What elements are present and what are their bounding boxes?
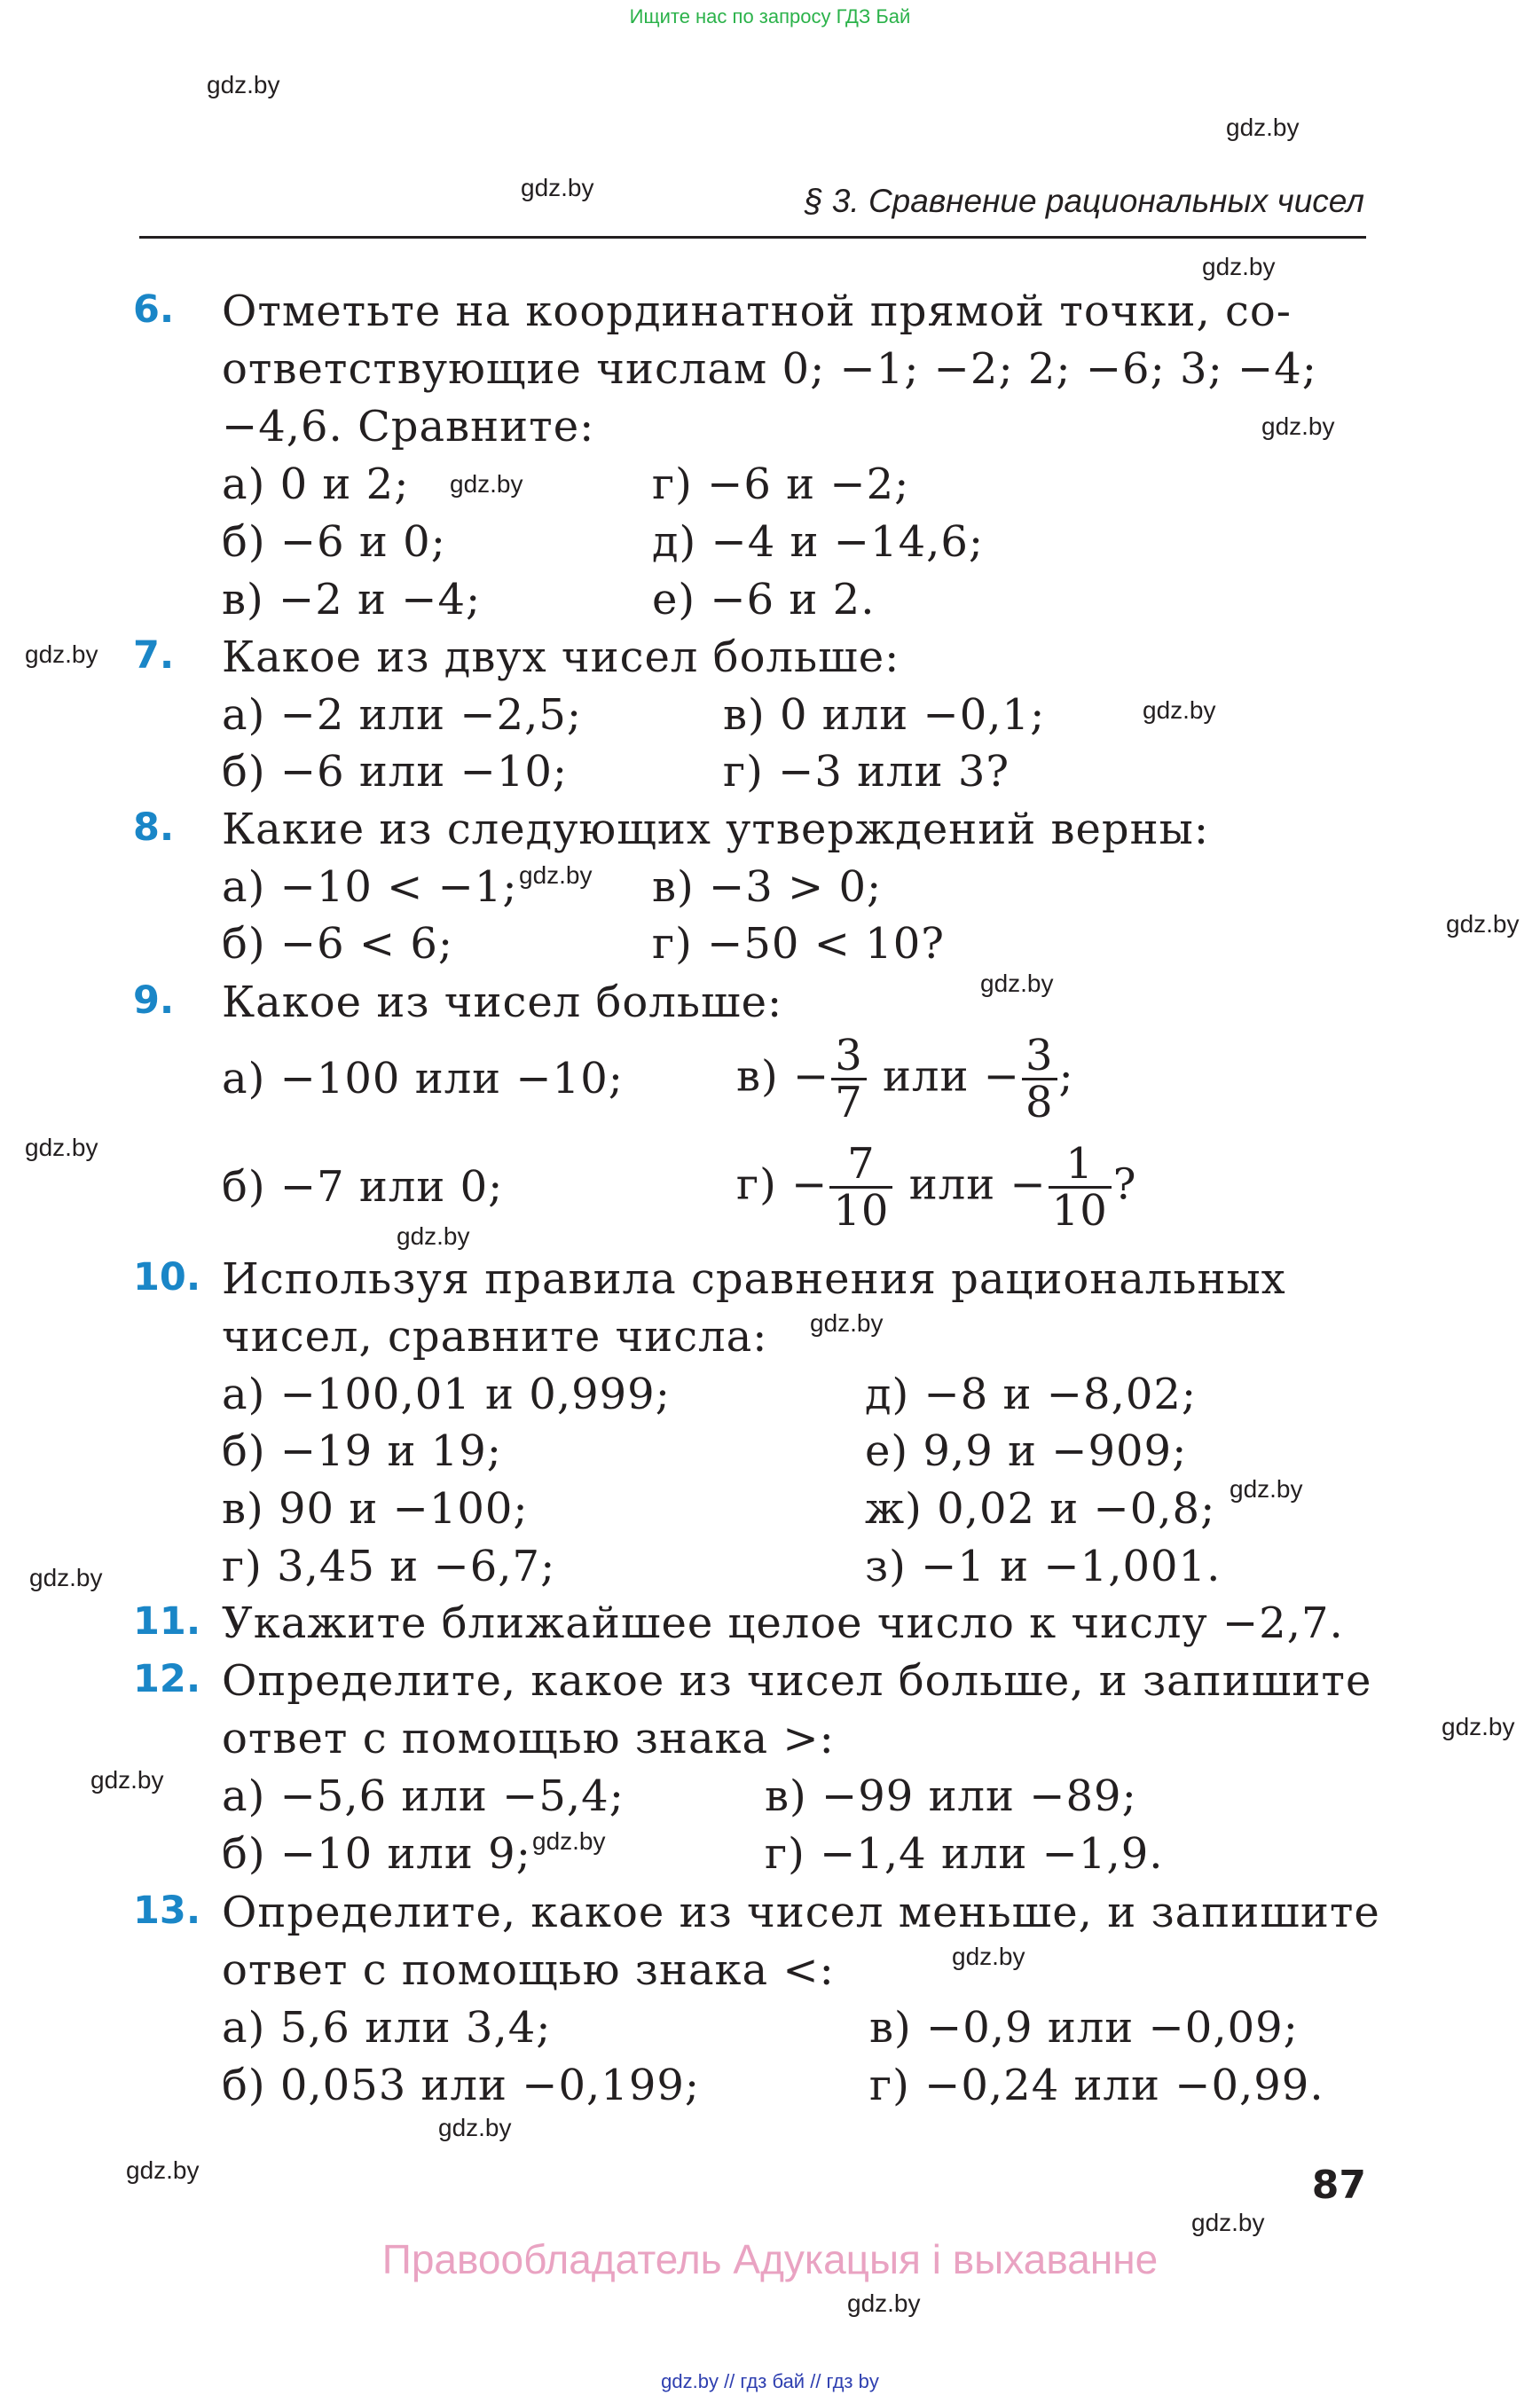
watermark: gdz.by	[1442, 1713, 1515, 1740]
watermark: gdz.by	[29, 1564, 103, 1591]
denominator: 10	[833, 1186, 890, 1237]
denominator: 7	[835, 1078, 863, 1128]
exercise-13-number: 13.	[133, 1889, 201, 1933]
exercise-7-item-g: г) −3 или 3?	[723, 747, 1010, 797]
watermark: gdz.by	[521, 174, 594, 201]
exercise-9-number: 9.	[133, 978, 175, 1023]
exercise-8-item-g: г) −50 < 10?	[652, 919, 945, 969]
exercise-9-item-a: а) −100 или −10;	[222, 1054, 624, 1103]
exercise-13-item-v: в) −0,9 или −0,09;	[869, 2003, 1299, 2053]
exercise-7-item-b: б) −6 или −10;	[222, 747, 569, 797]
top-banner: Ищите нас по запросу ГДЗ Бай	[629, 5, 911, 27]
watermark: gdz.by	[1191, 2209, 1265, 2236]
exercise-10-item-g: г) 3,45 и −6,7;	[222, 1542, 556, 1591]
watermark: gdz.by	[1226, 114, 1300, 141]
exercise-9-v-mid: или −	[883, 1051, 1020, 1102]
fraction-1-10	[1049, 1139, 1112, 1237]
exercise-9-item-v	[736, 1033, 1074, 1126]
exercise-7-item-v: в) 0 или −0,1;	[723, 690, 1046, 740]
watermark: gdz.by	[1230, 1475, 1303, 1503]
exercise-13-text-line-2: ответ с помощью знака <:	[222, 1945, 835, 1995]
exercise-7-number: 7.	[133, 633, 175, 678]
exercise-6-text-line-2: ответствующие числам 0; −1; −2; 2; −6; 3; −4;	[222, 344, 1317, 394]
watermark: gdz.by	[532, 1827, 606, 1855]
exercise-6-text-line-1: Отметьте на координатной прямой точки, со-	[222, 287, 1292, 336]
watermark: gdz.by	[1261, 412, 1335, 440]
numerator: 3	[1022, 1033, 1057, 1080]
watermark: gdz.by	[25, 640, 98, 668]
copyright-notice: Правообладатель Адукацыя і выхаванне	[381, 2236, 1159, 2282]
exercise-6-item-d: д) −4 и −14,6;	[652, 517, 985, 567]
exercise-12-item-b: б) −10 или 9;	[222, 1829, 531, 1879]
exercise-13-text-line-1: Определите, какое из чисел меньше, и запишите	[222, 1888, 1380, 1937]
exercise-13-item-a: а) 5,6 или 3,4;	[222, 2003, 552, 2053]
exercise-6-item-v: в) −2 и −4;	[222, 575, 482, 624]
exercise-6-item-g: г) −6 и −2;	[652, 459, 910, 509]
watermark: gdz.by	[1202, 253, 1276, 280]
exercise-10-item-e: е) 9,9 и −909;	[865, 1426, 1188, 1476]
exercise-12-text-line-1: Определите, какое из чисел больше, и запишите	[222, 1656, 1372, 1706]
exercise-9-g-end: ?	[1112, 1159, 1137, 1210]
exercise-11-number: 11.	[133, 1599, 201, 1644]
exercise-13-item-g: г) −0,24 или −0,99.	[869, 2061, 1324, 2110]
exercise-12-item-v: в) −99 или −89;	[765, 1771, 1137, 1821]
watermark: gdz.by	[847, 2289, 921, 2317]
exercise-10-text-line-1: Используя правила сравнения рациональных	[222, 1254, 1286, 1304]
exercise-11-text: Укажите ближайшее целое число к числу −2,7.	[222, 1598, 1344, 1648]
exercise-6-number: 6.	[133, 287, 175, 332]
footer-links: gdz.by // гдз бай // гдз by	[661, 2370, 879, 2392]
watermark: gdz.by	[126, 2156, 200, 2184]
fraction-3-8	[1022, 1033, 1057, 1126]
page-number: 87	[1311, 2163, 1366, 2208]
numerator: 1	[1049, 1142, 1112, 1189]
watermark: gdz.by	[397, 1222, 470, 1250]
numerator: 7	[829, 1142, 892, 1189]
exercise-8-number: 8.	[133, 805, 175, 850]
watermark: gdz.by	[810, 1309, 884, 1337]
exercise-10-item-a: а) −100,01 и 0,999;	[222, 1370, 671, 1419]
exercise-6-item-b: б) −6 и 0;	[222, 517, 446, 567]
exercise-10-item-zh: ж) 0,02 и −0,8;	[865, 1484, 1216, 1534]
numerator: 3	[831, 1033, 867, 1080]
section-title: § 3. Сравнение рациональных чисел	[804, 183, 1364, 219]
exercise-9-v-prefix: в) −	[736, 1051, 830, 1102]
exercise-10-number: 10.	[133, 1255, 201, 1300]
exercise-9-g-prefix: г) −	[736, 1159, 829, 1210]
exercise-10-item-d: д) −8 и −8,02;	[865, 1370, 1198, 1419]
watermark: gdz.by	[438, 2114, 512, 2141]
watermark: gdz.by	[952, 1943, 1025, 1970]
watermark: gdz.by	[450, 470, 523, 498]
exercise-12-number: 12.	[133, 1657, 201, 1701]
exercise-13-item-b: б) 0,053 или −0,199;	[222, 2061, 701, 2110]
fraction-7-10	[829, 1139, 892, 1237]
exercise-6-item-e: е) −6 и 2.	[652, 575, 876, 624]
exercise-9-g-mid: или −	[908, 1159, 1047, 1210]
exercise-9-item-b: б) −7 или 0;	[222, 1162, 504, 1212]
exercise-6-text-line-3: −4,6. Сравните:	[222, 402, 595, 452]
exercise-12-item-g: г) −1,4 или −1,9.	[765, 1829, 1164, 1879]
fraction-3-7	[831, 1033, 867, 1126]
exercise-7-item-a: а) −2 или −2,5;	[222, 690, 583, 740]
watermark: gdz.by	[25, 1134, 98, 1161]
watermark: gdz.by	[1143, 696, 1216, 724]
denominator: 10	[1051, 1186, 1108, 1237]
exercise-12-item-a: а) −5,6 или −5,4;	[222, 1771, 625, 1821]
exercise-10-item-b: б) −19 и 19;	[222, 1426, 502, 1476]
exercise-9-v-end: ;	[1058, 1051, 1074, 1102]
watermark: gdz.by	[207, 71, 280, 98]
watermark: gdz.by	[90, 1766, 164, 1794]
exercise-9-text: Какое из чисел больше:	[222, 978, 783, 1027]
exercise-7-text: Какое из двух чисел больше:	[222, 632, 900, 682]
exercise-9-item-g	[736, 1139, 1137, 1237]
exercise-8-item-a: а) −10 < −1;	[222, 862, 518, 912]
exercise-10-item-z: з) −1 и −1,001.	[865, 1542, 1222, 1591]
watermark: gdz.by	[980, 970, 1054, 997]
exercise-10-text-line-2: чисел, сравните числа:	[222, 1312, 768, 1362]
watermark: gdz.by	[1446, 910, 1520, 938]
exercise-10-item-v: в) 90 и −100;	[222, 1484, 529, 1534]
denominator: 8	[1025, 1078, 1054, 1128]
exercise-8-item-v: в) −3 > 0;	[652, 862, 883, 912]
exercise-6-item-a: а) 0 и 2;	[222, 459, 410, 509]
header-divider	[139, 236, 1366, 239]
exercise-12-text-line-2: ответ с помощью знака >:	[222, 1714, 835, 1763]
watermark: gdz.by	[519, 861, 593, 889]
exercise-8-text: Какие из следующих утверждений верны:	[222, 805, 1209, 854]
exercise-8-item-b: б) −6 < 6;	[222, 919, 454, 969]
